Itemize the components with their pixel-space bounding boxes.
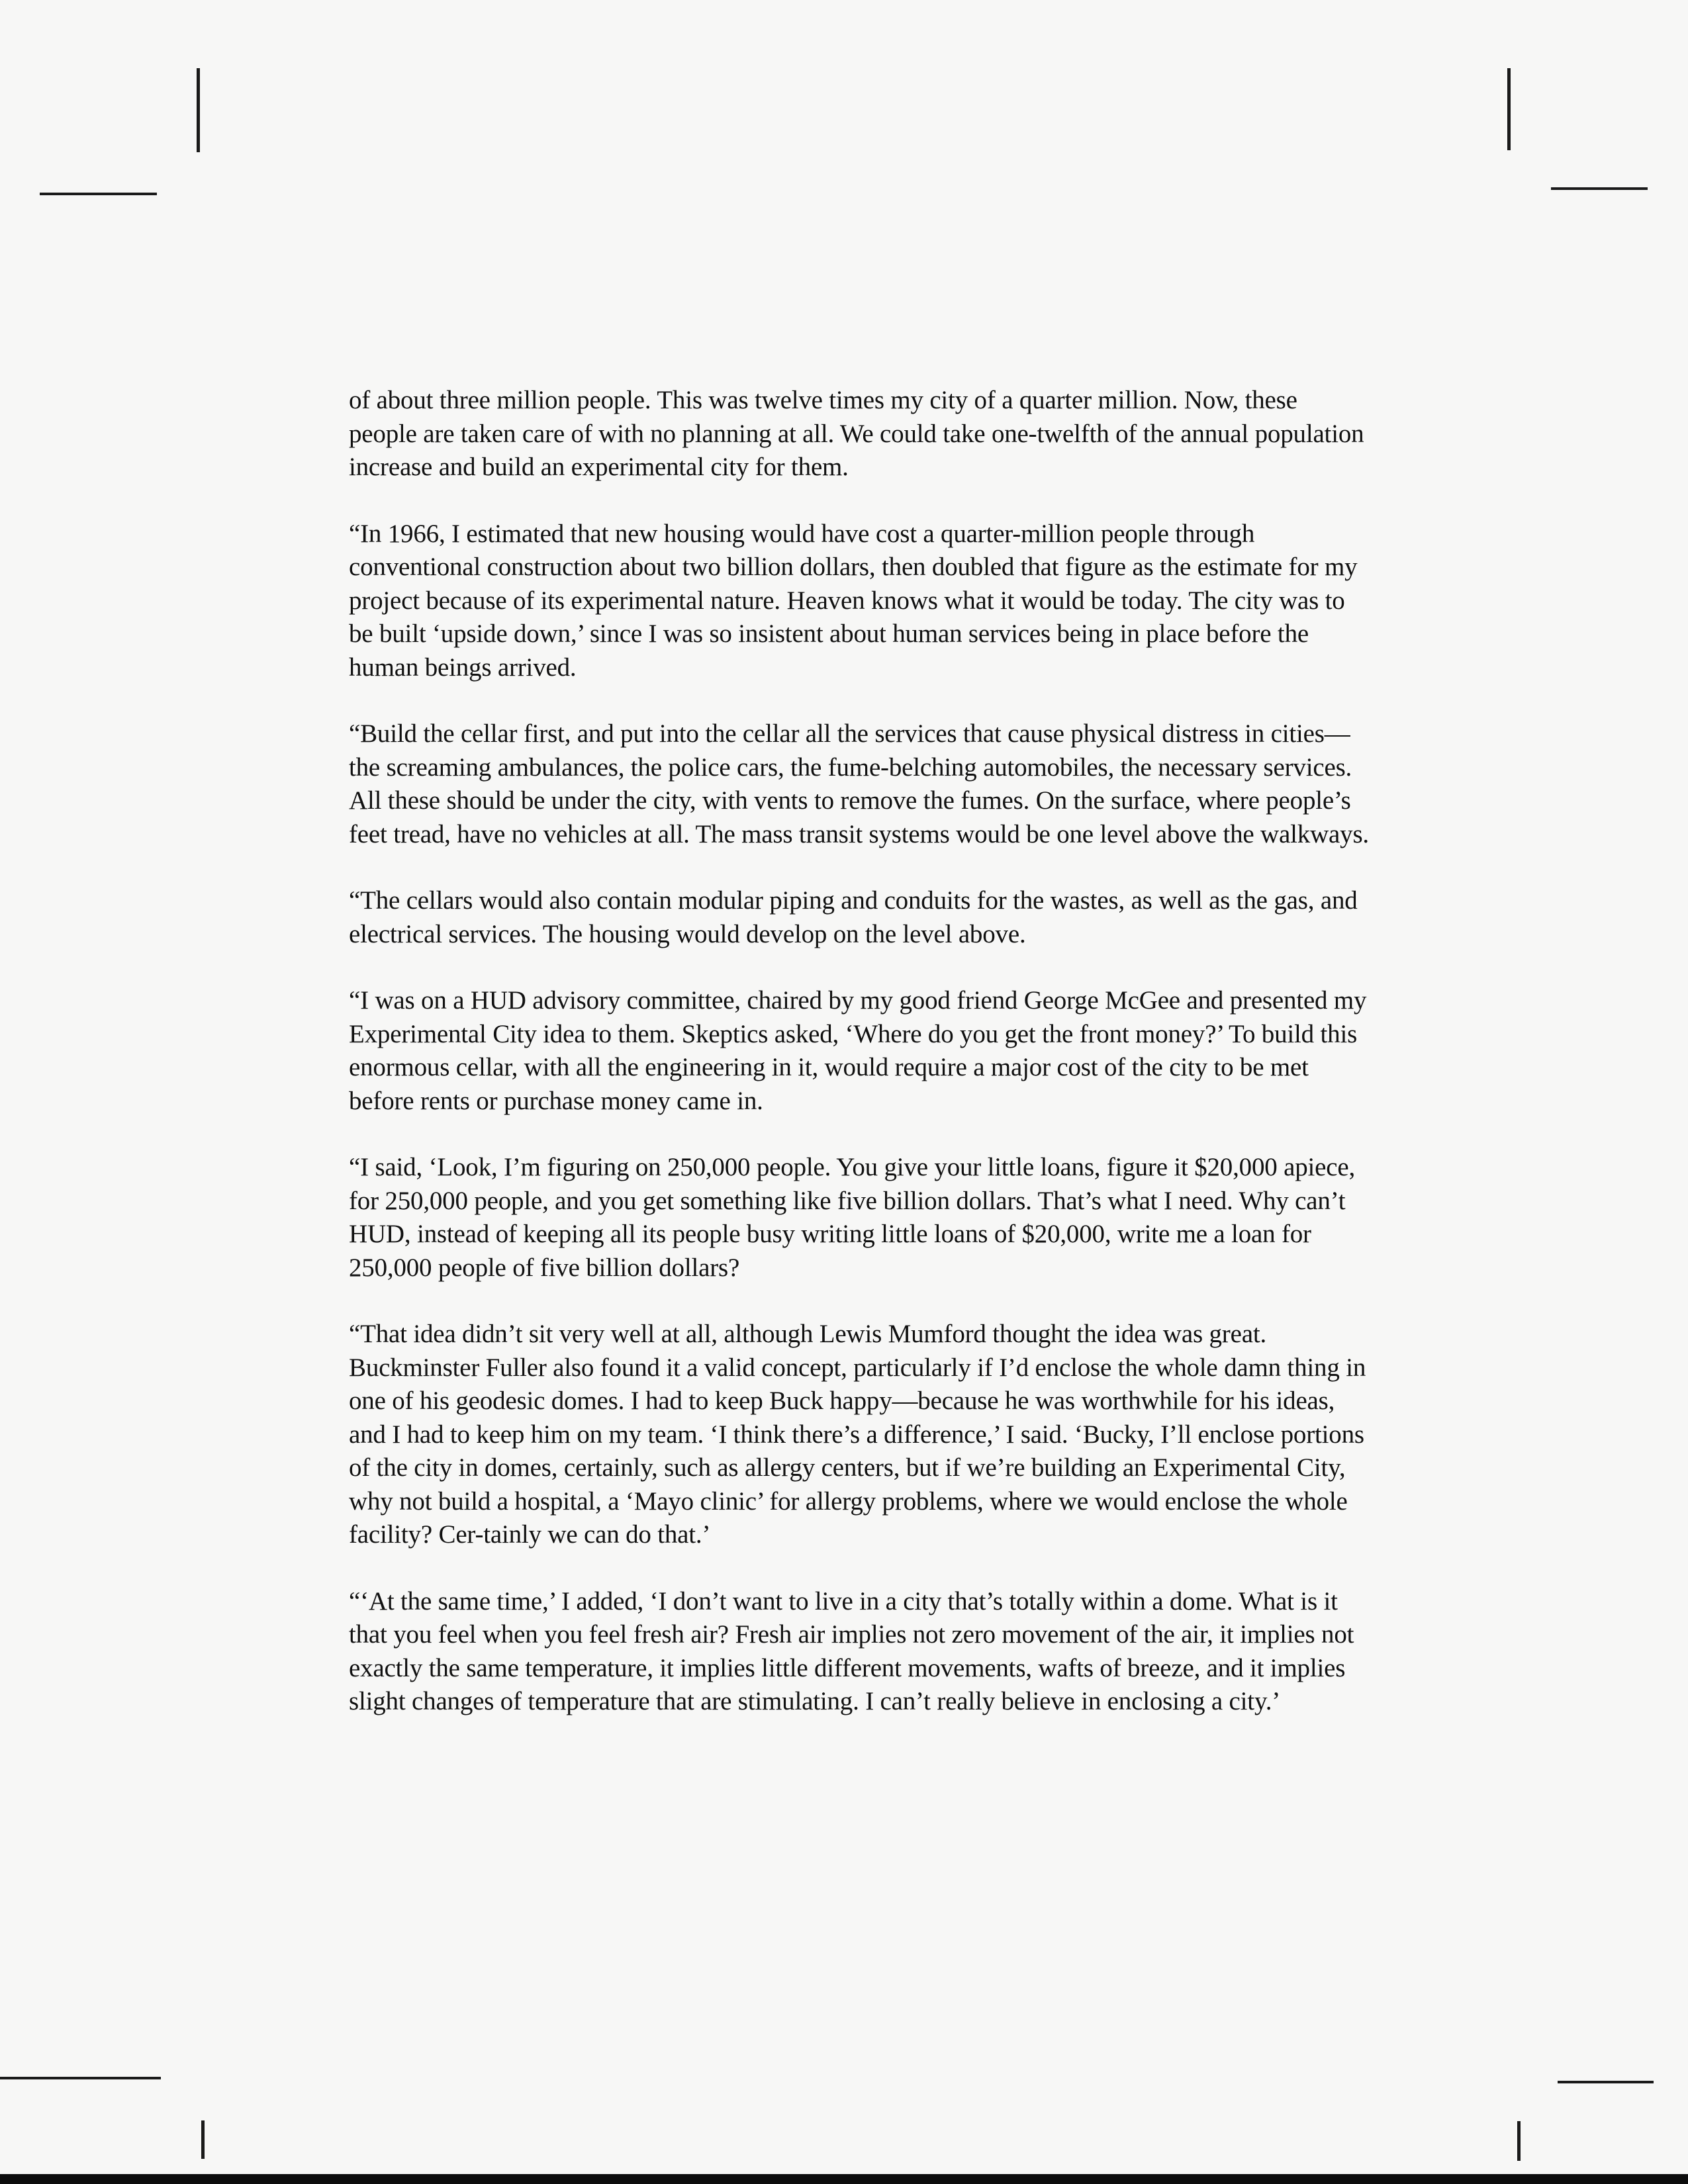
paragraph: “I said, ‘Look, I’m figuring on 250,000 people. You give your little loans, figure it $20,000 apiece, for 250,000 people, and you get something like five billion dollars. That’s what I need. Why can’t HUD, instead of keeping all its people busy writing little loans of $20,000, write me a loan for 250,000 people of five billion dollars? [349,1153,1356,1282]
paragraph: “That idea didn’t sit very well at all, although Lewis Mumford thought the idea was great. Buckminster Fuller also found it a valid concept, particularly if I’d enclose the whole damn thing in one of his geodesic domes. I had to keep Buck happy—because he was worthwhile for his ideas, and I had to keep him on my team. ‘I think there’s a difference,’ I said. ‘Bucky, I’ll enclose portions of the city in domes, certainly, such as allergy centers, but if we’re building an Experimental City, why not build a hospital, a ‘Mayo clinic’ for allergy problems, where we would enclose the whole facility? Cer-tainly we can do that.’ [349,1320,1366,1549]
crop-mark-top-right-horizontal [1551,187,1648,190]
crop-mark-bottom-right-horizontal [1558,2081,1654,2083]
crop-mark-top-left-vertical [197,68,200,152]
crop-mark-top-right-vertical [1507,68,1511,150]
paragraph: “I was on a HUD advisory committee, chaired by my good friend George McGee and presented my Experimental City idea to them. Skeptics asked, ‘Where do you get the front money?’ To build this enormous cellar, with all the engineering in it, would require a major cost of the city to be met before rents or purchase money came in. [349,986,1367,1115]
paragraph: “The cellars would also contain modular piping and conduits for the wastes, as well as the gas, and electrical services. The housing would develop on the level above. [349,886,1358,948]
scan-bottom-edge [0,2174,1688,2184]
crop-mark-bottom-right-vertical [1517,2121,1521,2161]
paragraph: “Build the cellar first, and put into the cellar all the services that cause physical distress in cities—the screaming ambulances, the police cars, the fume-belching automobiles, the necessary services. All these should be under the city, with vents to remove the fumes. On the surface, where people’s feet tread, have no vehicles at all. The mass transit systems would be one level above the walkways. [349,719,1369,848]
paragraph: of about three million people. This was twelve times my city of a quarter million. Now, these people are taken care of with no planning at all. We could take one-twelfth of the annual population increase and build an experimental city for them. [349,386,1364,481]
crop-mark-bottom-left-horizontal [0,2077,161,2079]
crop-mark-top-left-horizontal [40,193,157,195]
paragraph: “‘At the same time,’ I added, ‘I don’t want to live in a city that’s totally within a dome. What is it that you feel when you feel fresh air? Fresh air implies not zero movement of the air, it implies not exactly the same temperature, it implies little different movements, wafts of breeze, and it implies slight changes of temperature that are stimulating. I can’t really believe in enclosing a city.’ [349,1586,1354,1715]
paragraph: “In 1966, I estimated that new housing would have cost a quarter-million people through conventional construction about two billion dollars, then doubled that figure as the estimate for my project because of its experimental nature. Heaven knows what it would be today. The city was to be built ‘upside down,’ since I was so insistent about human services being in place before the human beings arrived. [349,519,1358,682]
crop-mark-bottom-left-vertical [201,2120,205,2159]
document-body [349,384,1372,1752]
